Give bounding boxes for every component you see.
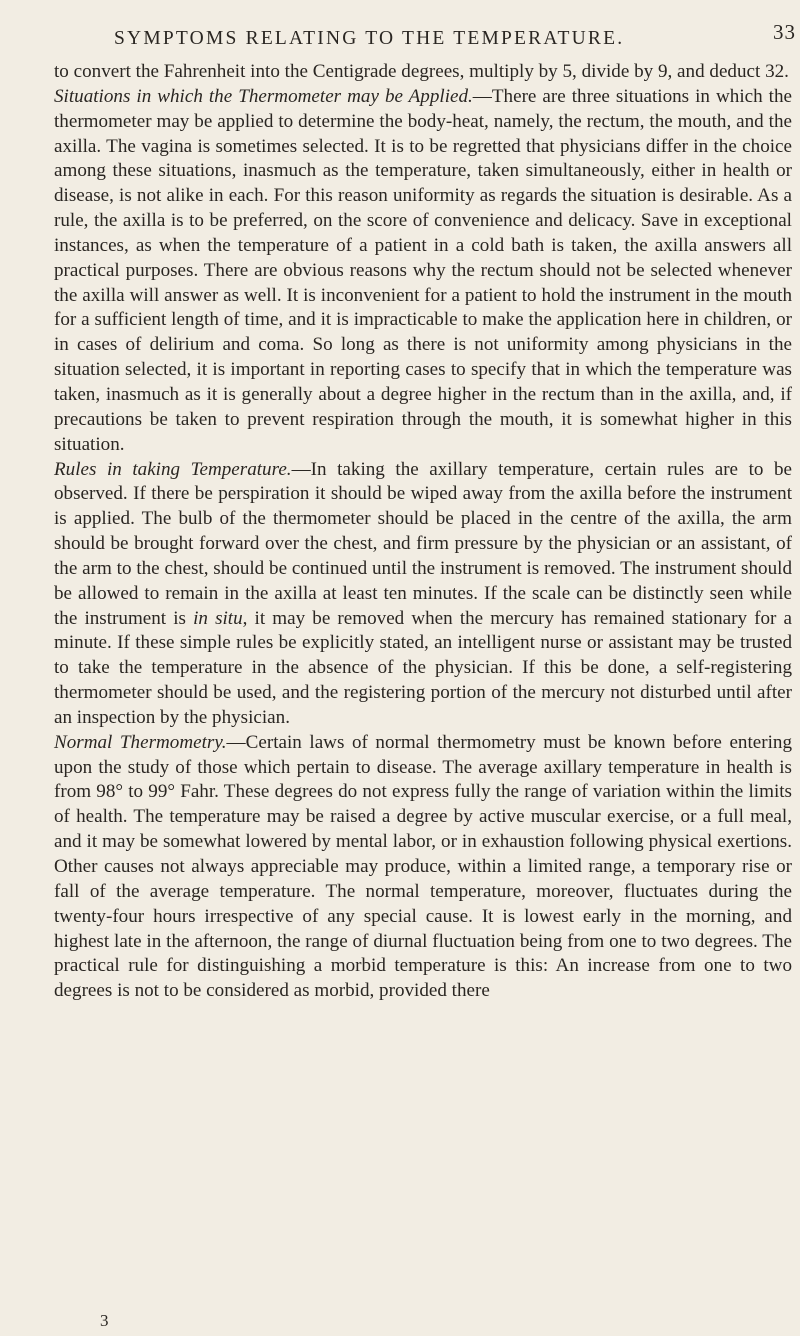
paragraph-normal-thermometry bbox=[54, 731, 792, 1004]
paragraph-rules-text-b: , it may be removed when the mercury has remained stationary for a minute. If these simple rules be explicitly stated, an intelligent nurse or assistant may be trusted to take the temperature in the absence of the physician. If this be done, a self-registering thermometer should be used, and the registering portion of the mercury not disturbed until after an inspection by the physician. bbox=[54, 607, 792, 728]
paragraph-rules-text-a: —In taking the axillary temperature, certain rules are to be observed. If there be perspiration it should be wiped away from the axilla before the instrument is applied. The bulb of the thermometer should be placed in the centre of the axilla, the arm should be brought forward over the chest, and firm pressure by the physician or an assistant, of the arm to the chest, should be continued until the instrument is removed. The instrument should be allowed to remain in the axilla at least ten minutes. If the scale can be distinctly seen while the instrument is bbox=[54, 458, 792, 629]
section-heading-situations: Situations in which the Thermometer may be Applied. bbox=[54, 85, 473, 107]
body-text bbox=[54, 60, 792, 1004]
page-number: 33 bbox=[773, 20, 796, 44]
running-title: SYMPTOMS RELATING TO THE TEMPERATURE. bbox=[114, 28, 625, 49]
paragraph-rules bbox=[54, 458, 792, 731]
paragraph-situations-text: —There are three situations in which the thermometer may be applied to determine the body-heat, namely, the rectum, the mouth, and the axilla. The vagina is sometimes selected. It is to be regretted that physicians differ in the choice among these situations, inasmuch as the temperature, taken simultaneously, either in health or disease, is not alike in each. For this reason uniformity as regards the situation is desirable. As a rule, the axilla is to be preferred, on the score of convenience and delicacy. Save in exceptional instances, as when the temperature of a patient in a cold bath is taken, the axilla answers all practical purposes. There are obvious reasons why the rectum should not be selected whenever the axilla will answer as well. It is inconvenient for a patient to hold the instrument in the mouth for a sufficient length of time, and it is impracticable to make the application here in children, or in cases of delirium and coma. So long as there is not uniformity among physicians in the situation selected, it is important in reporting cases to specify that in which the temperature was taken, inasmuch as it is generally about a degree higher in the rectum than in the axilla, and, if precautions be taken to prevent respiration through the mouth, it is somewhat higher in this situation. bbox=[54, 85, 792, 455]
running-head bbox=[54, 20, 796, 54]
paragraph-situations bbox=[54, 85, 792, 458]
section-heading-normal-thermometry: Normal Thermometry. bbox=[54, 731, 227, 753]
section-heading-rules: Rules in taking Temperature. bbox=[54, 458, 292, 480]
signature-mark: 3 bbox=[100, 1311, 109, 1330]
paragraph-normal-thermometry-text: —Certain laws of normal thermometry must be known before entering upon the study of those which pertain to disease. The average axillary temperature in health is from 98° to 99° Fahr. These degrees do not express fully the range of variation within the limits of health. The temperature may be raised a degree by active muscular exercise, or a full meal, and it may be somewhat lowered by mental labor, or in exhaustion following physical exertions. Other causes not always appreciable may produce, within a limited range, a temporary rise or fall of the average temperature. The normal temperature, moreover, fluctuates during the twenty-four hours irrespective of any special cause. It is lowest early in the morning, and highest late in the afternoon, the range of diurnal fluctuation being from one to two degrees. The practical rule for distinguishing a morbid temperature is this: An increase from one to two degrees is not to be considered as morbid, provided there bbox=[54, 731, 793, 1002]
paragraph-conversion: to convert the Fahrenheit into the Centigrade degrees, multiply by 5, divide by 9, and deduct 32. bbox=[54, 61, 789, 82]
in-situ-phrase: in situ bbox=[193, 607, 243, 629]
